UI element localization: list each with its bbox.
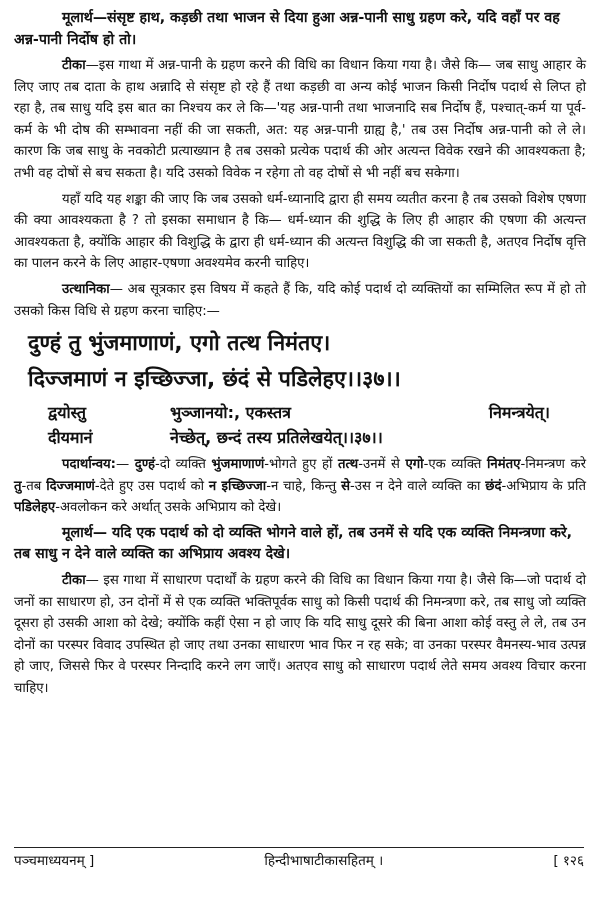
gloss-text: — (115, 457, 135, 473)
gloss-text: -तब (21, 478, 47, 494)
sanskrit-line-2 (48, 425, 586, 450)
gloss-word: तु (14, 478, 22, 494)
sanskrit-line-1 (48, 400, 586, 425)
moolarth-text: —संसृष्ट हाथ, कड़छी तथा भाजन से दिया हुआ अन्न-पानी साधु ग्रहण करे, यदि वहाँ पर वह अन्न-पानी निर्दोष हो तो। (14, 10, 560, 48)
doubt-paragraph: यहाँ यदि यह शङ्का की जाए कि जब उसको धर्म-ध्यानादि द्वारा ही समय व्यतीत करना है तब उसको विशेष एषणा की क्या आवश्यकता है ? तो इसका समाधान है कि— धर्म-ध्यान की शुद्धि के लिए ही आहार की एषणा की अत्यन्त आवश्यकता है, क्योंकि आहार की विशुद्धि के द्वारा ही धर्म-ध्यान की अत्यन्त विशुद्धि की जा सकती है, अतएव निर्दोष वृत्ति का पालन करने के लिए आहार-एषणा अवश्यमेव करनी चाहिए। (14, 191, 586, 272)
gloss-word: दुण्हं (134, 457, 155, 473)
verse-line-2: दिज्जमाणं न इच्छिज्जा, छंदं से पडिलेहए।।३७।। (28, 367, 401, 393)
gloss-text: -भोगते हुए हों (264, 457, 338, 473)
moolarth-text: — यदि एक पदार्थ को दो व्यक्ति भोगने वाले हों, तब उनमें से यदि एक व्यक्ति निमन्त्रणा करे, तब साधु न देने वाले व्यक्ति का अभिप्राय अवश्य देखे। (14, 524, 573, 563)
sanskrit-word: नेच्छेत्, छन्दं तस्य प्रतिलेखयेत्।।३७।। (170, 428, 383, 448)
sanskrit-word: निमन्त्रयेत्। (488, 403, 550, 423)
footer-chapter: पञ्चमाध्ययनम् ] (14, 853, 95, 869)
gloss-text: -उनमें से (358, 457, 406, 473)
sanskrit-word: दीयमानं (48, 428, 93, 448)
moolarth-paragraph-2 (14, 523, 586, 566)
utthanika-paragraph (14, 279, 586, 322)
tika-paragraph-2 (14, 570, 586, 700)
gloss-word: पडिलेहए (14, 500, 56, 516)
moolarth-label: मूलार्थ (62, 10, 93, 26)
gloss-word: एगो (405, 457, 424, 473)
tika-label: टीका (62, 572, 86, 588)
tika-text: — इस गाथा में साधारण पदार्थों के ग्रहण करने की विधि का विधान किया गया है। जैसे कि—जो पदार्थ दो जनों का साधारण हो, उन दोनों में से एक व्यक्ति भक्तिपूर्वक साधु को किसी पदार्थ की निमन्त्रणा करे, तब साधु जो व्यक्ति दूसरा हो उसकी आशा को देखे; क्योंकि कहीं ऐसा न हो जाए कि यदि साधु दूसरे की बिना आशा कोई वस्तु ले ले, तब उन दोनों का परस्पर विवाद उपस्थित हो जाए तथा उनका साधारण भाव फिर न रह सके; वा उनका परस्पर वैमनस्य-भाव उत्पन्न हो जाए, जिससे फिर वे परस्पर निन्दादि करने लग जाएँ। अतएव साधु को साधारण पदार्थ लेते समय अवश्य विचार करना चाहिए। (14, 572, 586, 696)
gloss-text: -न चाहे, किन्तु (266, 478, 342, 494)
moolarth-paragraph-1 (14, 8, 586, 51)
gloss-word: छंदं (485, 478, 502, 494)
tika-paragraph-1 (14, 55, 586, 185)
padarthanvay-label: पदार्थान्वय: (62, 457, 116, 473)
sanskrit-word: द्वयोस्तु (48, 403, 86, 423)
gloss-text: -अवलोकन करे अर्थात् उसके अभिप्राय को देखे। (55, 500, 282, 516)
gloss-word: तत्थ (337, 457, 359, 473)
utthanika-text: — अब सूत्रकार इस विषय में कहते हैं कि, यदि कोई पदार्थ दो व्यक्तियों का सम्मिलित रूप में हो तो उसको किस विधि से ग्रहण करना चाहिए:— (14, 281, 586, 319)
gloss-text: -अभिप्राय के प्रति (501, 478, 586, 494)
gloss-text: -दो व्यक्ति (154, 457, 212, 473)
moolarth-label: मूलार्थ (62, 524, 93, 541)
sanskrit-word: भुञ्जानयो:, एकस्तत्र (170, 403, 291, 423)
sanskrit-chhaya (14, 400, 586, 450)
gloss-word: दिज्जमाणं (46, 478, 95, 494)
gloss-word: निमंतए (487, 457, 521, 473)
gloss-text: -देते हुए उस पदार्थ को (94, 478, 209, 494)
utthanika-label: उत्थानिका (62, 281, 110, 297)
page-footer (14, 847, 584, 869)
gloss-word: भुंजमाणाणं (211, 457, 265, 473)
tika-label: टीका (62, 58, 86, 73)
gloss-word: से (341, 478, 350, 494)
tika-text: —इस गाथा में अन्न-पानी के ग्रहण करने की विधि का विधान किया गया है। जैसे कि— जब साधु आहार के लिए जाए तब दाता के हाथ अन्नादि से संसृष्ट हो रहे हैं तथा कड़छी वा अन्य कोई भाजन किसी निर्दोष पदार्थ से लिप्त हो रहा है, तब साधु यदि इस बात का निश्चय कर ले कि—'यह अन्न-पानी तथा भाजनादि सब निर्दोष हैं, पश्चात्-कर्म या पूर्व-कर्म के भी दोष की सम्भावना नहीं की जा सकती, अत: यह अन्न-पानी ग्राह्य है,' तब उस निर्दोष अन्न-पानी को ले ले। कारण कि जब साधु के नवकोटी प्रत्याख्यान है तब उसको प्रत्येक पदार्थ की ओर अत्यन्त विवेक रखने की आवश्यकता है; तभी वह दोषों से बच सकता है। यदि उसको विवेक न रहेगा तो वह दोषों से भी नहीं बच सकेगा। (14, 58, 586, 181)
gloss-word: न इच्छिज्जा (208, 478, 267, 494)
footer-title: हिन्दीभाषाटीकासहितम् । (264, 853, 384, 869)
page-number: [ १२६ (553, 853, 584, 869)
padarthanvay-paragraph (14, 454, 586, 519)
verse-line-1: दुण्हं तु भुंजमाणाणं, एगो तत्थ निमंतए। (28, 331, 331, 357)
gloss-text: -उस न देने वाले व्यक्ति का (350, 478, 486, 494)
gloss-text: -एक व्यक्ति (423, 457, 487, 473)
prakrit-verse (28, 326, 586, 398)
gloss-text: -निमन्त्रण करे (520, 457, 586, 473)
